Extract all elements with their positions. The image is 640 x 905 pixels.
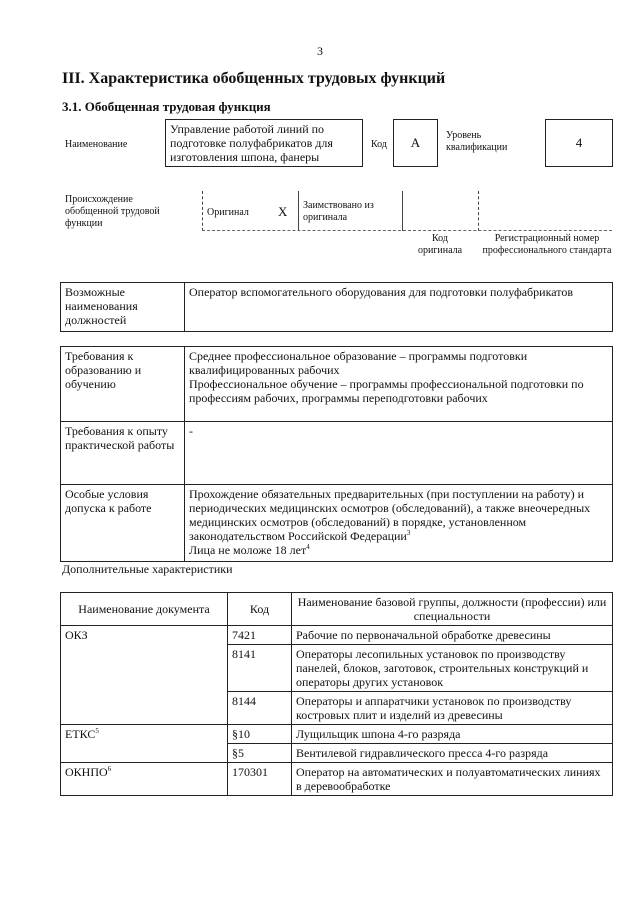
education-label: Требования к образованию и обучению [61, 347, 185, 422]
etks-cell [61, 725, 228, 763]
okz-cell: ОКЗ [61, 626, 228, 725]
borrowed-label: Заимствовано из оригинала [303, 200, 374, 223]
requirements-table [60, 346, 613, 562]
original-mark: X [278, 204, 288, 219]
footnote-mark: 6 [107, 765, 112, 773]
conditions-label: Особые условия допуска к работе [61, 485, 185, 562]
row-name: Рабочие по первоначальной обработке древесины [292, 626, 613, 645]
conditions-value-2: Лица не моложе 18 лет [189, 543, 307, 557]
origin-bottom-line [202, 230, 612, 232]
table-header-row [61, 593, 613, 626]
row-name: Оператор на автоматических и полуавтоматических линиях в деревообработке [292, 763, 613, 796]
row-code: 7421 [228, 626, 292, 645]
additional-title: Дополнительные характеристики [62, 562, 233, 576]
experience-value: - [185, 422, 613, 485]
row-code: §10 [228, 725, 292, 744]
oknpo-label: ОКНПО [65, 765, 108, 779]
code-box [393, 119, 438, 167]
footnote-mark: 4 [306, 543, 310, 551]
level-value: 4 [575, 135, 583, 150]
footnote-mark: 3 [406, 529, 411, 537]
function-name-box [165, 119, 363, 167]
table-row [61, 725, 613, 744]
origin-label: Происхождение обобщенной трудовой функции [65, 194, 160, 229]
col-document-header: Наименование документа [61, 593, 228, 626]
experience-label: Требования к опыту практической работы [61, 422, 185, 485]
oknpo-cell [61, 763, 228, 796]
original-label: Оригинал [207, 207, 249, 218]
level-label: Уровень квалификации [446, 130, 508, 153]
section-title: III. Характеристика обобщенных трудовых функций [62, 70, 446, 87]
code-value: А [410, 135, 421, 150]
page-number: 3 [317, 44, 323, 58]
col-name-header: Наименование базовой группы, должности (профессии) или специальности [292, 593, 613, 626]
table-row [61, 626, 613, 645]
education-value-2: Профессиональное обучение – программы профессиональной подготовки по профессиям рабочих, программы переподготовки рабочих [189, 377, 584, 405]
row-code: 8144 [228, 692, 292, 725]
row-code: 170301 [228, 763, 292, 796]
education-value-1: Среднее профессиональное образование – программы подготовки квалифицированных рабочих [189, 349, 528, 377]
row-name: Вентилевой гидравлического пресса 4-го разряда [292, 744, 613, 763]
footnote-mark: 5 [95, 727, 99, 735]
positions-label: Возможные наименования должностей [61, 283, 185, 332]
code-label: Код [371, 139, 387, 150]
positions-value: Оператор вспомогательного оборудования для подготовки полуфабрикатов [185, 283, 613, 332]
etks-label: ЕТКС [65, 727, 96, 741]
row-code: 8141 [228, 645, 292, 692]
code-original-caption: Код оригинала [417, 233, 463, 256]
positions-table [60, 282, 613, 332]
table-row [61, 763, 613, 796]
reg-number-caption: Регистрационный номер профессионального стандарта [482, 233, 612, 256]
origin-divider [202, 191, 204, 231]
origin-divider [298, 191, 300, 231]
row-code: §5 [228, 744, 292, 763]
level-box [545, 119, 613, 167]
name-label: Наименование [65, 139, 128, 150]
function-name-value: Управление работой линий по подготовке полуфабрикатов для изготовления шпона, фанеры [170, 122, 333, 164]
documents-table [60, 592, 613, 796]
origin-divider [402, 191, 404, 231]
row-name: Лущильщик шпона 4-го разряда [292, 725, 613, 744]
origin-row [202, 191, 612, 231]
education-cell [185, 347, 613, 422]
conditions-value-1: Прохождение обязательных предварительных (при поступлении на работу) и периодических медицинских осмотров (обследований), а также внеочередных медицинских осмотров (обследований) в порядке, установленном законодательством Российской Федерации [189, 487, 591, 543]
origin-divider [478, 191, 480, 231]
subsection-title: 3.1. Обобщенная трудовая функция [62, 99, 271, 114]
row-name: Операторы и аппаратчики установок по производству костровых плит и изделий из древесины [292, 692, 613, 725]
col-code-header: Код [228, 593, 292, 626]
row-name: Операторы лесопильных установок по производству панелей, блоков, заготовок, строительных конструкций и операторы других установок [292, 645, 613, 692]
conditions-cell [185, 485, 613, 562]
